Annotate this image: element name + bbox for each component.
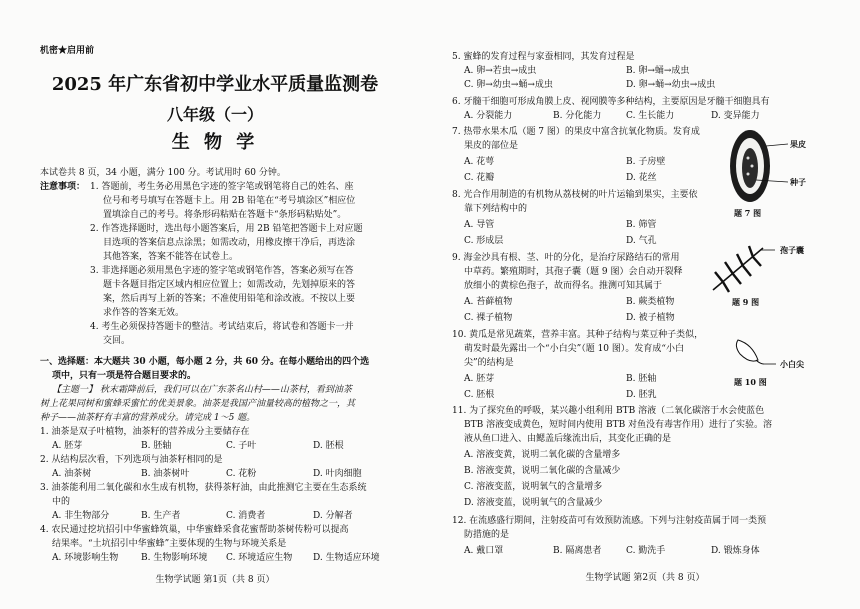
q5-option-c: C. 卵→幼虫→蛹→成虫: [464, 80, 553, 90]
theme-line-3: 种子——油茶籽有丰富的营养成分。请完成 1～5 题。: [40, 413, 256, 423]
note-2-line-3: 其他答案，答案不能答在试卷上。: [103, 252, 239, 262]
q3-option-c: C. 消费者: [226, 511, 266, 521]
question-7-stem-line-2: 果皮的部位是: [464, 141, 519, 151]
q5-option-a: A. 卵→若虫→成虫: [464, 66, 537, 76]
q6-option-d: D. 变异能力: [711, 111, 760, 121]
question-9-stem-line-1: 9. 海金沙具有根、茎、叶的分化，是治疗尿路结石的常用: [452, 253, 680, 263]
q8-option-a: A. 导管: [464, 220, 495, 230]
q9-option-c: C. 裸子植物: [464, 313, 513, 323]
grade-title: 八年级（一）: [166, 105, 263, 124]
seed-figure: [728, 334, 778, 376]
papaya-figure: [722, 124, 832, 220]
q11-option-c: C. 溶液变蓝，说明氧气的含量增多: [464, 482, 603, 492]
q6-option-a: A. 分裂能力: [464, 111, 513, 121]
question-7-stem-line-1: 7. 热带水果木瓜（题 7 图）的果皮中富含抗氧化物质。发育成: [452, 127, 700, 137]
question-3-stem-line-2: 中的: [52, 497, 71, 507]
note-4-line-2: 交回。: [103, 336, 131, 346]
q7-option-c: C. 花瓣: [464, 173, 495, 183]
q9-option-d: D. 被子植物: [626, 313, 675, 323]
note-3-line-2: 题卡各题目指定区域内相应位置上；如需改动，先划掉原来的答: [103, 280, 356, 290]
q10-option-b: B. 胚轴: [626, 374, 657, 384]
q12-option-d: D. 锻炼身体: [711, 546, 760, 556]
note-3-line-4: 求作答的答案无效。: [103, 308, 185, 318]
question-4-stem-line-2: 结果率。“土坑招引中华蜜蜂”主要体现的生物与环境关系是: [52, 539, 287, 549]
note-3-line-1: 3. 非选择题必须用黑色字迹的签字笔或钢笔作答，答案必须写在答: [90, 266, 354, 276]
q9-option-a: A. 苔藓植物: [464, 297, 513, 307]
q7-option-d: D. 花丝: [626, 173, 657, 183]
q1-option-b: B. 胚轴: [141, 441, 172, 451]
question-10-stem-line-2: 萌发时最先露出一个“小白尖”（题 10 图）。发育成“小白: [464, 344, 684, 354]
q8-option-c: C. 形成层: [464, 236, 504, 246]
confidential-mark: 机密★启用前: [40, 46, 95, 56]
q7-option-a: A. 花萼: [464, 157, 495, 167]
q10-option-c: C. 胚根: [464, 390, 495, 400]
intro-line: 本试卷共 8 页，34 小题，满分 100 分。考试用时 60 分钟。: [40, 168, 286, 178]
q12-option-c: C. 勤洗手: [626, 546, 666, 556]
q12-option-b: B. 隔离患者: [553, 546, 602, 556]
q10-option-a: A. 胚芽: [464, 374, 495, 384]
note-2-line-2: 目选项的答案信息点涂黑；如需改动，用橡皮擦干净后，再选涂: [103, 238, 356, 248]
question-9-stem-line-2: 中草药。繁殖期时，其孢子囊（题 9 图）会自动开裂释: [464, 267, 683, 277]
question-4-stem-line-1: 4. 农民通过挖坑招引中华蜜蜂筑巢，中华蜜蜂采食花蜜帮助茶树传粉可以提高: [40, 525, 349, 535]
q5-option-d: D. 卵→蛹→幼虫→成虫: [626, 80, 716, 90]
question-6-stem: 6. 牙髓干细胞可形成角膜上皮、视网膜等多种结构，主要原因是牙髓干细胞具有: [452, 97, 770, 107]
note-4-line-1: 4. 考生必须保持答题卡的整洁。考试结束后，将试卷和答题卡一并: [90, 322, 354, 332]
q4-option-d: D. 生物适应环境: [313, 553, 380, 563]
question-9-stem-line-3: 放细小的黄棕色孢子，故而得名。推测可知其属于: [464, 281, 663, 291]
subject-title: 生 物 学: [171, 132, 259, 153]
question-11-stem-line-3: 液从鱼口进入、由鳃盖后缘流出后，其变化正确的是: [464, 434, 672, 444]
question-5-stem: 5. 蜜蜂的发育过程与家蚕相同，其发育过程是: [452, 52, 635, 62]
q2-option-d: D. 叶肉细胞: [313, 469, 362, 479]
seed-dot-2: [751, 165, 754, 168]
note-1-line-2: 位号和考号填写在答题卡上。用 2B 铅笔在“考号填涂区”相应位: [103, 196, 356, 206]
q1-option-d: D. 胚根: [313, 441, 344, 451]
page-footer: 生物学试题 第1页（共 8 页）: [155, 575, 275, 585]
q4-option-c: C. 环境适应生物: [226, 553, 293, 563]
question-12-stem-line-1: 12. 在流感盛行期间，注射疫苗可有效预防流感。下列与注射疫苗属于同一类预: [452, 516, 767, 526]
question-12-stem-line-2: 防措施的是: [464, 530, 510, 540]
papaya-seed-cavity: [742, 148, 758, 188]
fig9-caption: 题 9 图: [732, 297, 760, 307]
question-11-stem-line-2: BTB 溶液变成黄色，短时间内使用 BTB 对鱼没有毒害作用）进行了实验。溶: [464, 420, 773, 430]
question-8-stem-line-1: 8. 光合作用制造的有机物从荔枝树的叶片运输到果实，主要依: [452, 190, 698, 200]
exam-title: 2025 年广东省初中学业水平质量监测卷: [51, 74, 379, 95]
fig10-label: 小白尖: [780, 359, 804, 369]
fig7-caption: 题 7 图: [734, 208, 762, 218]
q5-option-b: B. 卵→蛹→成虫: [626, 66, 690, 76]
q1-option-c: C. 子叶: [226, 441, 257, 451]
q11-option-b: B. 溶液变黄，说明二氧化碳的含量减少: [464, 466, 621, 476]
page-2: [430, 0, 860, 609]
q3-option-d: D. 分解者: [313, 511, 353, 521]
q6-option-c: C. 生长能力: [626, 111, 675, 121]
q7-option-b: B. 子房壁: [626, 157, 666, 167]
note-3-line-3: 案，然后再写上新的答案；不准使用铅笔和涂改液。不按以上要: [103, 294, 356, 304]
question-10-stem-line-1: 10. 黄瓜是常见蔬菜，营养丰富。其种子结构与菜豆种子类似，: [452, 330, 704, 340]
q11-option-a: A. 溶液变黄，说明二氧化碳的含量增多: [464, 450, 621, 460]
seed-shape: [736, 340, 758, 361]
q4-option-b: B. 生物影响环境: [141, 553, 208, 563]
note-1-line-1: 1. 答题前，考生务必用黑色字迹的签字笔或钢笔将自己的姓名、座: [90, 182, 354, 192]
question-3-stem-line-1: 3. 油茶能利用二氧化碳和水生成有机物，获得茶籽油，由此推测它主要在生态系统: [40, 483, 367, 493]
q3-option-b: B. 生产者: [141, 511, 181, 521]
section-heading-line-2: 项中，只有一项是符合题目要求的。: [52, 371, 197, 381]
q8-option-d: D. 气孔: [626, 236, 657, 246]
seed-dot-1: [747, 157, 750, 160]
fig10-caption: 题 10 图: [734, 377, 767, 387]
section-heading-line-1: 一、选择题：本大题共 30 小题，每小题 2 分，共 60 分。在每小题给出的四个选: [40, 357, 370, 367]
note-2-line-1: 2. 作答选择题时，选出每小题答案后，用 2B 铅笔把答题卡上对应题: [90, 224, 363, 234]
page-footer: 生物学试题 第2页（共 8 页）: [585, 573, 705, 583]
q10-option-d: D. 胚乳: [626, 390, 657, 400]
q1-option-a: A. 胚芽: [52, 441, 83, 451]
theme-line-1: 【主题一】 秋末霜降前后，我们可以在广东茶名山村——山茶村，看到油茶: [52, 385, 352, 395]
note-1-line-3: 置填涂自己的考号。将条形码粘贴在答题卡“条形码粘贴处”。: [103, 210, 347, 220]
fig7-seed-label: 种子: [790, 177, 806, 187]
q2-option-b: B. 油茶树叶: [141, 469, 190, 479]
q3-option-a: A. 非生物部分: [52, 511, 110, 521]
question-10-stem-line-3: 尖”的结构是: [464, 358, 514, 368]
question-8-stem-line-2: 靠下列结构中的: [464, 204, 528, 214]
seed-dot-3: [747, 173, 750, 176]
q11-option-d: D. 溶液变蓝，说明氧气的含量减少: [464, 498, 603, 508]
fig7-peel-label: 果皮: [790, 139, 806, 149]
q6-option-b: B. 分化能力: [553, 111, 602, 121]
theme-line-2: 树上花果同树和蜜蜂采蜜忙的优美景象。油茶是我国产油量较高的植物之一，其: [40, 399, 356, 409]
q8-option-b: B. 筛管: [626, 220, 657, 230]
fig9-sporangium-label: 孢子囊: [780, 245, 804, 255]
notes-label: 注意事项：: [40, 182, 86, 192]
q12-option-a: A. 戴口罩: [464, 546, 504, 556]
question-1-stem: 1. 油茶是双子叶植物，油茶籽的营养成分主要储存在: [40, 427, 250, 437]
fern-figure: [705, 238, 785, 298]
question-11-stem-line-1: 11. 为了探究鱼的呼吸，某兴趣小组利用 BTB 溶液（二氧化碳溶于水会使蓝色: [452, 406, 765, 416]
q2-option-c: C. 花粉: [226, 469, 257, 479]
q9-option-b: B. 蕨类植物: [626, 297, 675, 307]
radicle-tip: [756, 360, 764, 364]
q4-option-a: A. 环境影响生物: [52, 553, 119, 563]
question-2-stem: 2. 从结构层次看，下列选项与油茶籽相同的是: [40, 455, 223, 465]
q2-option-a: A. 油茶树: [52, 469, 92, 479]
peel-pointer-line: [766, 144, 788, 146]
